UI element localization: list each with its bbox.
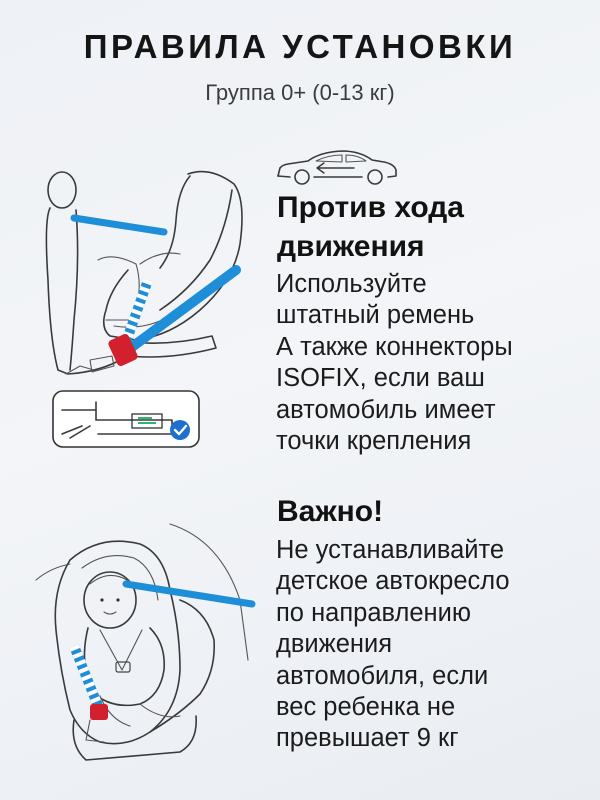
direction-arrow-icon bbox=[317, 163, 354, 173]
rear-facing-heading-line: движения bbox=[277, 230, 425, 263]
checkmark-icon bbox=[170, 420, 190, 440]
buckle-icon bbox=[107, 333, 139, 368]
important-text-line: детское автокресло bbox=[276, 567, 510, 596]
buckle-icon bbox=[90, 704, 108, 720]
rear-facing-text-line: штатный ремень bbox=[276, 301, 475, 330]
important-text-line: по направлению bbox=[276, 598, 471, 627]
baby-in-seat-illustration bbox=[30, 520, 270, 780]
important-text-line: движения bbox=[276, 630, 393, 659]
rear-facing-text-line: точки крепления bbox=[276, 427, 472, 456]
rear-facing-text-line: ISOFIX, если ваш bbox=[276, 364, 485, 393]
rear-facing-text-line: автомобиль имеет bbox=[276, 395, 496, 424]
important-heading: Важно! bbox=[277, 495, 384, 528]
rear-facing-heading bbox=[277, 188, 464, 266]
important-text-line: автомобиля, если bbox=[276, 661, 489, 690]
rear-facing-text bbox=[276, 269, 513, 457]
page-title: ПРАВИЛА УСТАНОВКИ bbox=[83, 28, 517, 65]
page-subtitle: Группа 0+ (0-13 кг) bbox=[205, 80, 395, 105]
rear-facing-text-line: Используйте bbox=[276, 270, 427, 298]
important-text-line: превышает 9 кг bbox=[276, 724, 459, 753]
important-text-line: Не устанавливайте bbox=[276, 536, 505, 564]
rear-facing-heading-line: Против хода bbox=[277, 191, 464, 224]
rear-facing-text-line: А также коннекторы bbox=[276, 332, 513, 361]
important-text bbox=[276, 535, 510, 755]
car-icon bbox=[272, 148, 402, 188]
seat-rear-facing-illustration bbox=[40, 160, 270, 390]
isofix-inset-illustration bbox=[52, 390, 202, 450]
important-text-line: вес ребенка не bbox=[276, 693, 456, 722]
